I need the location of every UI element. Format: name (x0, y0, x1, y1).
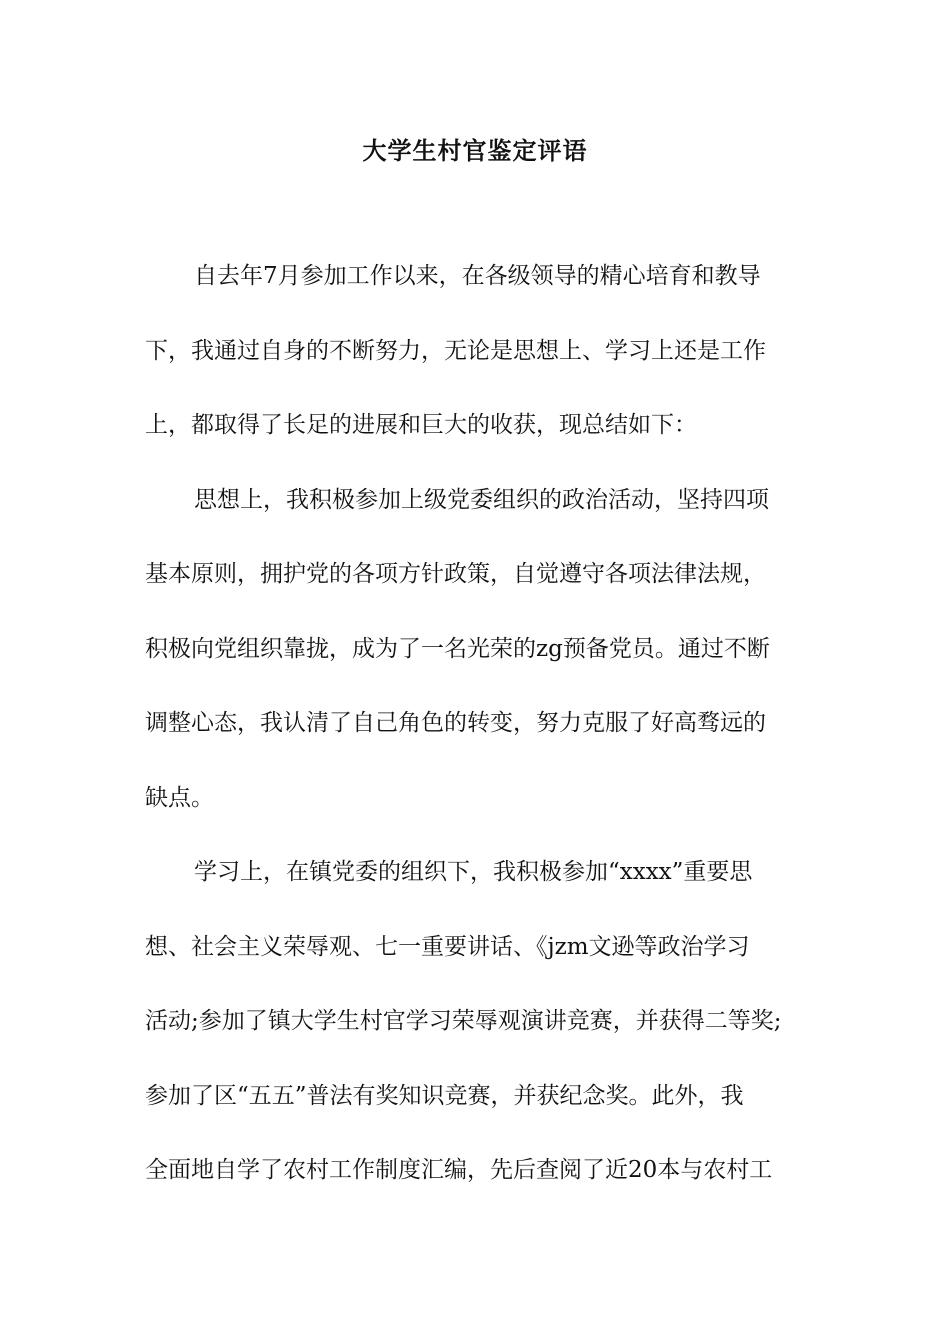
paragraph-3-line-5: 全面地自学了农村工作制度汇编，先后查阅了近20本与农村工 (145, 1157, 773, 1183)
paragraph-1-line-1: 自去年7月参加工作以来，在各级领导的精心培育和教导 (194, 263, 761, 289)
paragraph-1-line-3: 上，都取得了长足的进展和巨大的收获，现总结如下： (145, 412, 697, 438)
paragraph-2-line-4: 调整心态，我认清了自己角色的转变，努力克服了好高骛远的 (145, 710, 766, 736)
paragraph-2-line-5: 缺点。 (145, 785, 214, 811)
paragraph-2-line-1: 思想上，我积极参加上级党委组织的政治活动，坚持四项 (194, 487, 769, 513)
paragraph-1-line-2: 下，我通过自身的不断努力，无论是思想上、学习上还是工作 (145, 338, 766, 364)
paragraph-2-line-3: 积极向党组织靠拢，成为了一名光荣的zg预备党员。通过不断 (145, 636, 770, 662)
paragraph-2-line-2: 基本原则，拥护党的各项方针政策，自觉遵守各项法律法规， (145, 561, 766, 587)
paragraph-3-line-4: 参加了区“五五”普法有奖知识竞赛，并获纪念奖。此外，我 (145, 1083, 744, 1109)
paragraph-3-line-1: 学习上，在镇党委的组织下，我积极参加“xxxx”重要思 (194, 859, 753, 885)
paragraph-3-line-3: 活动;参加了镇大学生村官学习荣辱观演讲竞赛，并获得二等奖; (145, 1008, 782, 1034)
document-title: 大学生村官鉴定评语 (362, 137, 588, 165)
paragraph-3-line-2: 想、社会主义荣辱观、七一重要讲话、《jzm文逊等政治学习 (145, 934, 750, 960)
